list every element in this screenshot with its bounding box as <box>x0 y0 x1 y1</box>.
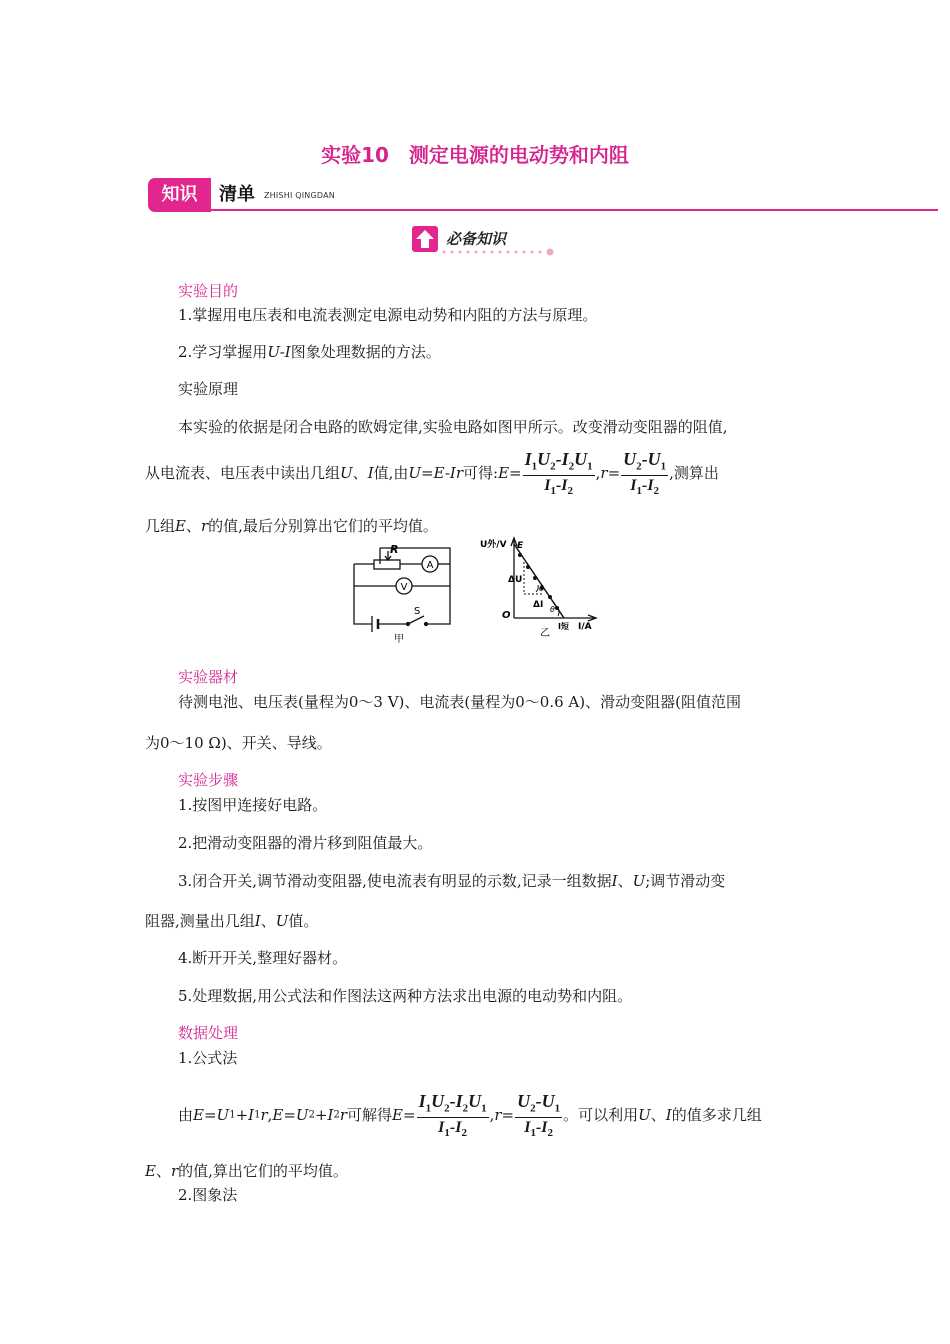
subscript: 1 <box>229 1109 236 1121</box>
var: U <box>340 463 353 482</box>
page-title: 实验10 测定电源的电动势和内阻 <box>321 143 629 167</box>
subscript: 2 <box>333 1109 340 1121</box>
var: E=U <box>193 1105 230 1124</box>
fraction-numerator: $U_2-U_1$ <box>621 450 668 476</box>
var: U=E-Ir <box>408 463 464 482</box>
var: I <box>248 1105 255 1124</box>
text: , <box>489 1105 495 1124</box>
text: 可得: <box>463 463 499 482</box>
caption-jia: 甲 <box>394 634 404 644</box>
principle-para-3 <box>145 515 438 536</box>
text: , <box>595 463 601 482</box>
banner-rule <box>152 209 938 211</box>
text: ;调节滑动变 <box>645 872 726 890</box>
fraction-denominator: $I_1-I_2$ <box>438 1118 467 1139</box>
subscript: 2 <box>308 1109 315 1121</box>
method-1: 1.公式法 <box>178 1049 238 1067</box>
fraction-numerator: $U_2-U_1$ <box>515 1092 562 1118</box>
ui-graph <box>478 534 604 640</box>
purpose-item-1: 1.掌握用电压表和电流表测定电源电动势和内阻的方法与原理。 <box>178 306 598 324</box>
fraction-r <box>621 450 668 497</box>
text: 由 <box>178 1105 194 1124</box>
label-theta-1: θ <box>539 584 544 593</box>
var: U <box>638 1105 651 1124</box>
text: + <box>235 1105 249 1124</box>
fraction-numerator: $I_1U_2-I_2U_1$ <box>523 450 595 476</box>
fraction-r <box>515 1092 562 1139</box>
equipment-para-2: 为0～10 Ω)、开关、导线。 <box>145 734 332 752</box>
text: 、 <box>352 463 368 482</box>
equipment-para-1: 待测电池、电压表(量程为0～3 V)、电流表(量程为0～0.6 A)、滑动变阻器(阻值范围 <box>178 693 741 711</box>
text: 3.闭合开关,调节滑动变阻器,使电流表有明显的示数,记录一组数据 <box>178 872 612 890</box>
var: r <box>339 1105 348 1124</box>
switch-lever <box>408 616 424 624</box>
text: 可解得 <box>347 1105 393 1124</box>
fraction-numerator: $I_1U_2-I_2U_1$ <box>417 1092 489 1118</box>
text: , <box>267 1105 273 1124</box>
fraction-denominator: $I_1-I_2$ <box>544 476 574 497</box>
sub-heading-label: 必备知识 <box>446 230 507 248</box>
var: E=U <box>272 1105 309 1124</box>
data-point <box>555 606 559 610</box>
steps-heading: 实验步骤 <box>178 771 239 789</box>
rheostat-body <box>374 560 400 569</box>
var: U <box>632 872 646 890</box>
var: r <box>260 1105 268 1124</box>
section-banner <box>148 178 938 212</box>
var-ui: U-I <box>267 343 291 361</box>
var: I <box>327 1105 334 1124</box>
var: E <box>145 1162 156 1180</box>
var: I <box>665 1105 672 1124</box>
text: 图象处理数据的方法。 <box>290 343 441 361</box>
method-2: 2.图象法 <box>178 1186 238 1204</box>
var: I <box>254 912 261 930</box>
theta-arc-1 <box>536 585 538 592</box>
purpose-item-2 <box>178 341 441 362</box>
formula-line-cont <box>145 1160 348 1181</box>
text: 、 <box>155 1162 171 1180</box>
caption-yi: 乙 <box>540 628 550 639</box>
step-1: 1.按图甲连接好电路。 <box>178 796 328 814</box>
principle-para-1: 本实验的依据是闭合电路的欧姆定律,实验电路如图甲所示。改变滑动变阻器的阻值, <box>178 418 728 436</box>
equipment-heading: 实验器材 <box>178 668 239 686</box>
var: r= <box>600 463 621 482</box>
label-a: A <box>426 560 434 571</box>
step-4: 4.断开开关,整理好器材。 <box>178 949 348 967</box>
label-i-short: I短 <box>558 622 569 631</box>
var: E= <box>498 463 522 482</box>
data-point <box>533 576 537 580</box>
dotted-decoration <box>440 248 556 256</box>
label-delta-u: ΔU <box>508 575 523 585</box>
text: 、 <box>260 912 276 930</box>
purpose-heading: 实验目的 <box>178 282 239 300</box>
text: ,测算出 <box>669 463 719 482</box>
label-s: S <box>414 606 421 617</box>
text: 的值多求几组 <box>671 1105 762 1124</box>
principle-para-2 <box>145 450 719 497</box>
step-2: 2.把滑动变阻器的滑片移到阻值最大。 <box>178 834 433 852</box>
fraction-denominator: $I_1-I_2$ <box>630 476 660 497</box>
step-5: 5.处理数据,用公式法和作图法这两种方法求出电源的电动势和内阻。 <box>178 987 633 1005</box>
fraction-denominator: $I_1-I_2$ <box>524 1118 553 1139</box>
text: 。可以利用 <box>563 1105 639 1124</box>
text: 、 <box>617 872 633 890</box>
label-theta-2: θ <box>550 605 555 614</box>
switch-pivot <box>407 623 410 626</box>
y-axis-label: U外/V <box>480 540 507 550</box>
label-v: V <box>400 582 408 593</box>
text: 、 <box>185 517 201 535</box>
principle-heading: 实验原理 <box>178 380 239 398</box>
label-r: R <box>390 543 399 556</box>
data-point <box>548 595 552 599</box>
step-3 <box>178 870 725 891</box>
text: 值,由 <box>373 463 409 482</box>
banner-badge: 知识 <box>148 178 211 212</box>
circuit-diagram <box>350 540 456 644</box>
var: I <box>367 463 374 482</box>
var: I <box>611 872 618 890</box>
var: r <box>170 1162 179 1180</box>
fraction-e <box>417 1092 489 1139</box>
text: 阻器,测量出几组 <box>145 912 255 930</box>
label-e: E <box>517 541 524 551</box>
wire <box>354 564 372 624</box>
text: 从电流表、电压表中读出几组 <box>145 463 341 482</box>
text: 2.学习掌握用 <box>178 343 268 361</box>
text: 的值,最后分别算出它们的平均值。 <box>208 517 438 535</box>
step-3-cont <box>145 910 318 931</box>
label-delta-i: ΔI <box>533 600 544 610</box>
label-origin: O <box>502 610 511 621</box>
text: 、 <box>650 1105 666 1124</box>
up-arrow-icon <box>412 226 438 252</box>
sub-heading <box>412 226 552 256</box>
text: 值。 <box>288 912 319 930</box>
var: U <box>275 912 289 930</box>
fraction-e <box>523 450 595 497</box>
switch-contact <box>425 623 428 626</box>
var: E= <box>392 1105 416 1124</box>
banner-badge-2: 清单 <box>219 184 255 205</box>
var: r= <box>494 1105 515 1124</box>
wire <box>426 564 450 624</box>
formula-line <box>178 1092 762 1139</box>
var: E <box>175 517 186 535</box>
var: r <box>200 517 209 535</box>
text: + <box>314 1105 328 1124</box>
subscript: 1 <box>254 1109 261 1121</box>
data-heading: 数据处理 <box>178 1024 239 1042</box>
text: 的值,算出它们的平均值。 <box>178 1162 348 1180</box>
x-axis-label: I/A <box>578 622 592 632</box>
banner-subtitle: ZHISHI QINGDAN <box>264 191 335 200</box>
data-point <box>518 553 522 557</box>
data-point <box>526 565 530 569</box>
text: 几组 <box>145 517 176 535</box>
